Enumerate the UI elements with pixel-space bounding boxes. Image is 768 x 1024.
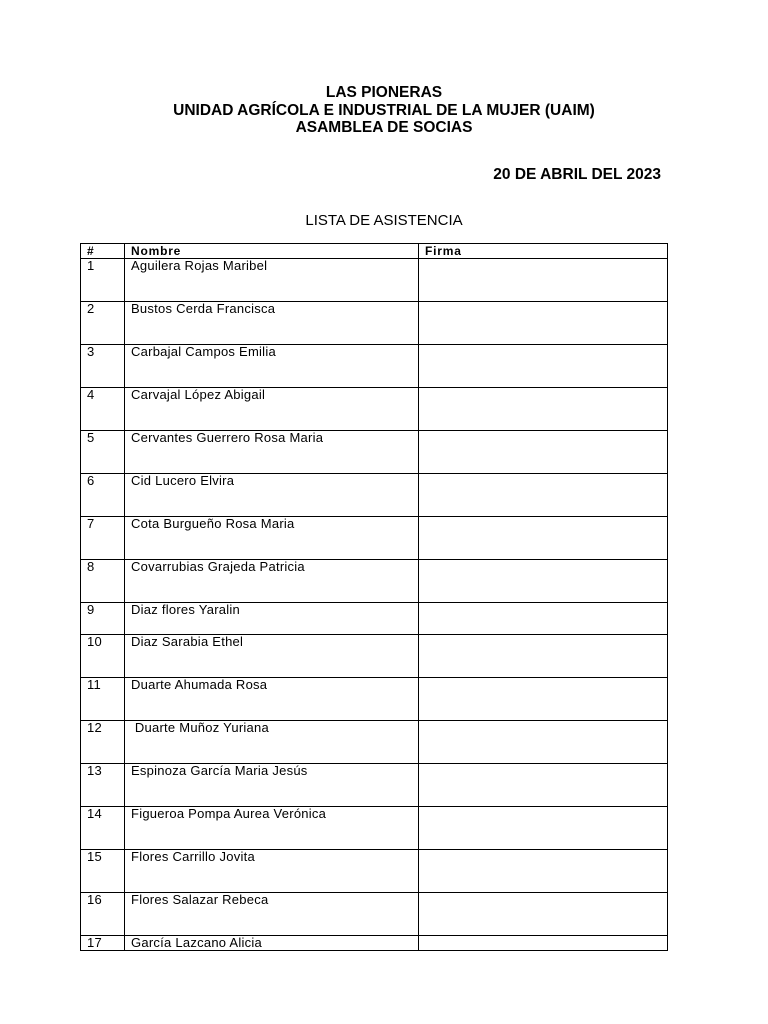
signature-cell[interactable] (419, 678, 668, 721)
row-number: 16 (81, 893, 125, 936)
signature-cell[interactable] (419, 345, 668, 388)
member-name: Flores Carrillo Jovita (125, 850, 419, 893)
member-name: Cid Lucero Elvira (125, 474, 419, 517)
signature-cell[interactable] (419, 936, 668, 951)
table-row (81, 345, 668, 388)
row-number: 3 (81, 345, 125, 388)
member-name: Flores Salazar Rebeca (125, 893, 419, 936)
row-number: 6 (81, 474, 125, 517)
table-row (81, 721, 668, 764)
row-number: 14 (81, 807, 125, 850)
member-name: Duarte Ahumada Rosa (125, 678, 419, 721)
column-header-signature: Firma (419, 244, 668, 259)
table-row (81, 259, 668, 302)
table-header-row (81, 244, 668, 259)
table-row (81, 850, 668, 893)
row-number: 11 (81, 678, 125, 721)
table-row (81, 474, 668, 517)
signature-cell[interactable] (419, 388, 668, 431)
member-name: Covarrubias Grajeda Patricia (125, 560, 419, 603)
list-title: LISTA DE ASISTENCIA (305, 212, 463, 229)
signature-cell[interactable] (419, 635, 668, 678)
document-header (0, 84, 768, 137)
signature-cell[interactable] (419, 431, 668, 474)
member-name: García Lazcano Alicia (125, 936, 419, 951)
table-row (81, 388, 668, 431)
meeting-date: 20 DE ABRIL DEL 2023 (493, 166, 661, 183)
row-number: 2 (81, 302, 125, 345)
signature-cell[interactable] (419, 474, 668, 517)
row-number: 15 (81, 850, 125, 893)
table-row (81, 936, 668, 951)
organization-name: LAS PIONERAS (325, 84, 443, 101)
member-name: Cervantes Guerrero Rosa Maria (125, 431, 419, 474)
table-row (81, 678, 668, 721)
member-name: Figueroa Pompa Aurea Verónica (125, 807, 419, 850)
signature-cell[interactable] (419, 603, 668, 635)
table-row (81, 635, 668, 678)
member-name: Duarte Muñoz Yuriana (125, 721, 419, 764)
row-number: 1 (81, 259, 125, 302)
table-row (81, 431, 668, 474)
member-name: Diaz flores Yaralin (125, 603, 419, 635)
row-number: 10 (81, 635, 125, 678)
signature-cell[interactable] (419, 850, 668, 893)
member-name: Espinoza García Maria Jesús (125, 764, 419, 807)
organization-full-name: UNIDAD AGRÍCOLA E INDUSTRIAL DE LA MUJER (UAIM) (173, 101, 595, 119)
row-number: 13 (81, 764, 125, 807)
row-number: 5 (81, 431, 125, 474)
member-name: Diaz Sarabia Ethel (125, 635, 419, 678)
member-name: Bustos Cerda Francisca (125, 302, 419, 345)
signature-cell[interactable] (419, 721, 668, 764)
member-name: Carvajal López Abigail (125, 388, 419, 431)
table-row (81, 302, 668, 345)
row-number: 12 (81, 721, 125, 764)
signature-cell[interactable] (419, 302, 668, 345)
row-number: 7 (81, 517, 125, 560)
table-row (81, 893, 668, 936)
table-row (81, 560, 668, 603)
column-header-name: Nombre (125, 244, 419, 259)
table-row (81, 517, 668, 560)
table-row (81, 764, 668, 807)
meeting-title: ASAMBLEA DE SOCIAS (295, 119, 473, 136)
signature-cell[interactable] (419, 807, 668, 850)
member-name: Cota Burgueño Rosa Maria (125, 517, 419, 560)
row-number: 8 (81, 560, 125, 603)
table-row (81, 807, 668, 850)
signature-cell[interactable] (419, 560, 668, 603)
signature-cell[interactable] (419, 764, 668, 807)
row-number: 4 (81, 388, 125, 431)
attendance-table (80, 243, 668, 951)
table-row (81, 603, 668, 635)
row-number: 17 (81, 936, 125, 951)
row-number: 9 (81, 603, 125, 635)
member-name: Carbajal Campos Emilia (125, 345, 419, 388)
member-name: Aguilera Rojas Maribel (125, 259, 419, 302)
signature-cell[interactable] (419, 893, 668, 936)
signature-cell[interactable] (419, 259, 668, 302)
column-header-number: # (81, 244, 125, 259)
signature-cell[interactable] (419, 517, 668, 560)
